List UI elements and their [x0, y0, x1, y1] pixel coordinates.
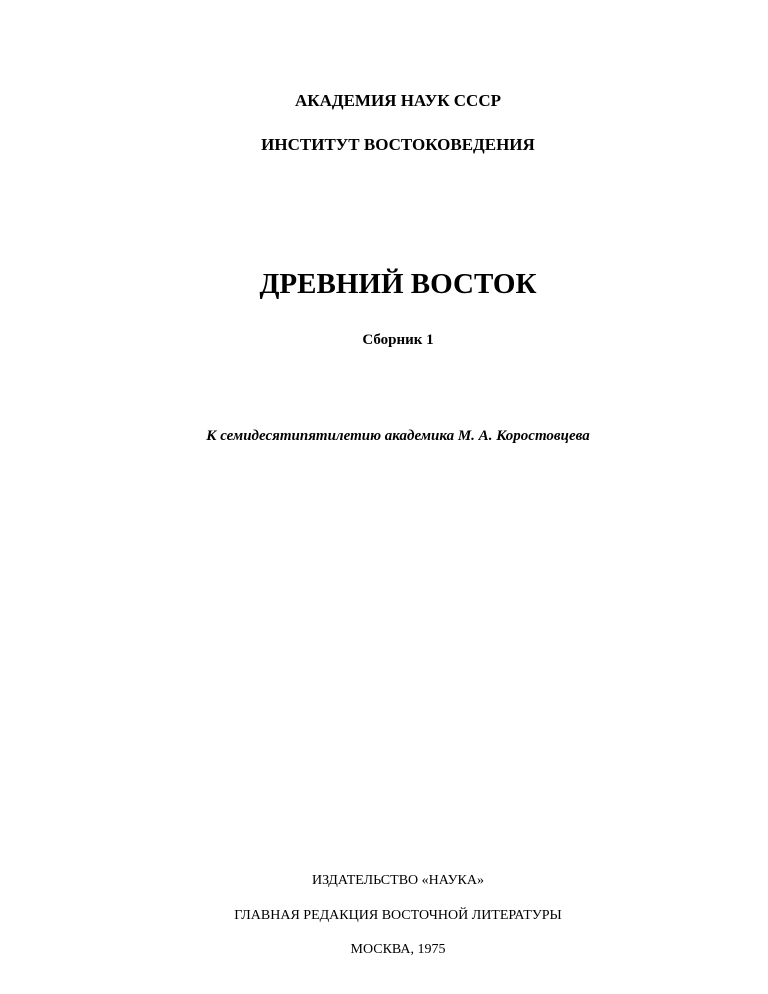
- book-title: ДРЕВНИЙ ВОСТОК: [259, 268, 537, 300]
- publisher-name: ИЗДАТЕЛЬСТВО «НАУКА»: [312, 873, 484, 888]
- collection-number: Сборник 1: [362, 332, 434, 348]
- academy-name: АКАДЕМИЯ НАУК СССР: [295, 91, 501, 110]
- institute-name: ИНСТИТУТ ВОСТОКОВЕДЕНИЯ: [261, 135, 535, 154]
- city-and-year: МОСКВА, 1975: [350, 942, 446, 957]
- dedication: К семидесятипятилетию академика М. А. Коростовцева: [206, 428, 590, 444]
- editorial-office: ГЛАВНАЯ РЕДАКЦИЯ ВОСТОЧНОЙ ЛИТЕРАТУРЫ: [234, 908, 562, 923]
